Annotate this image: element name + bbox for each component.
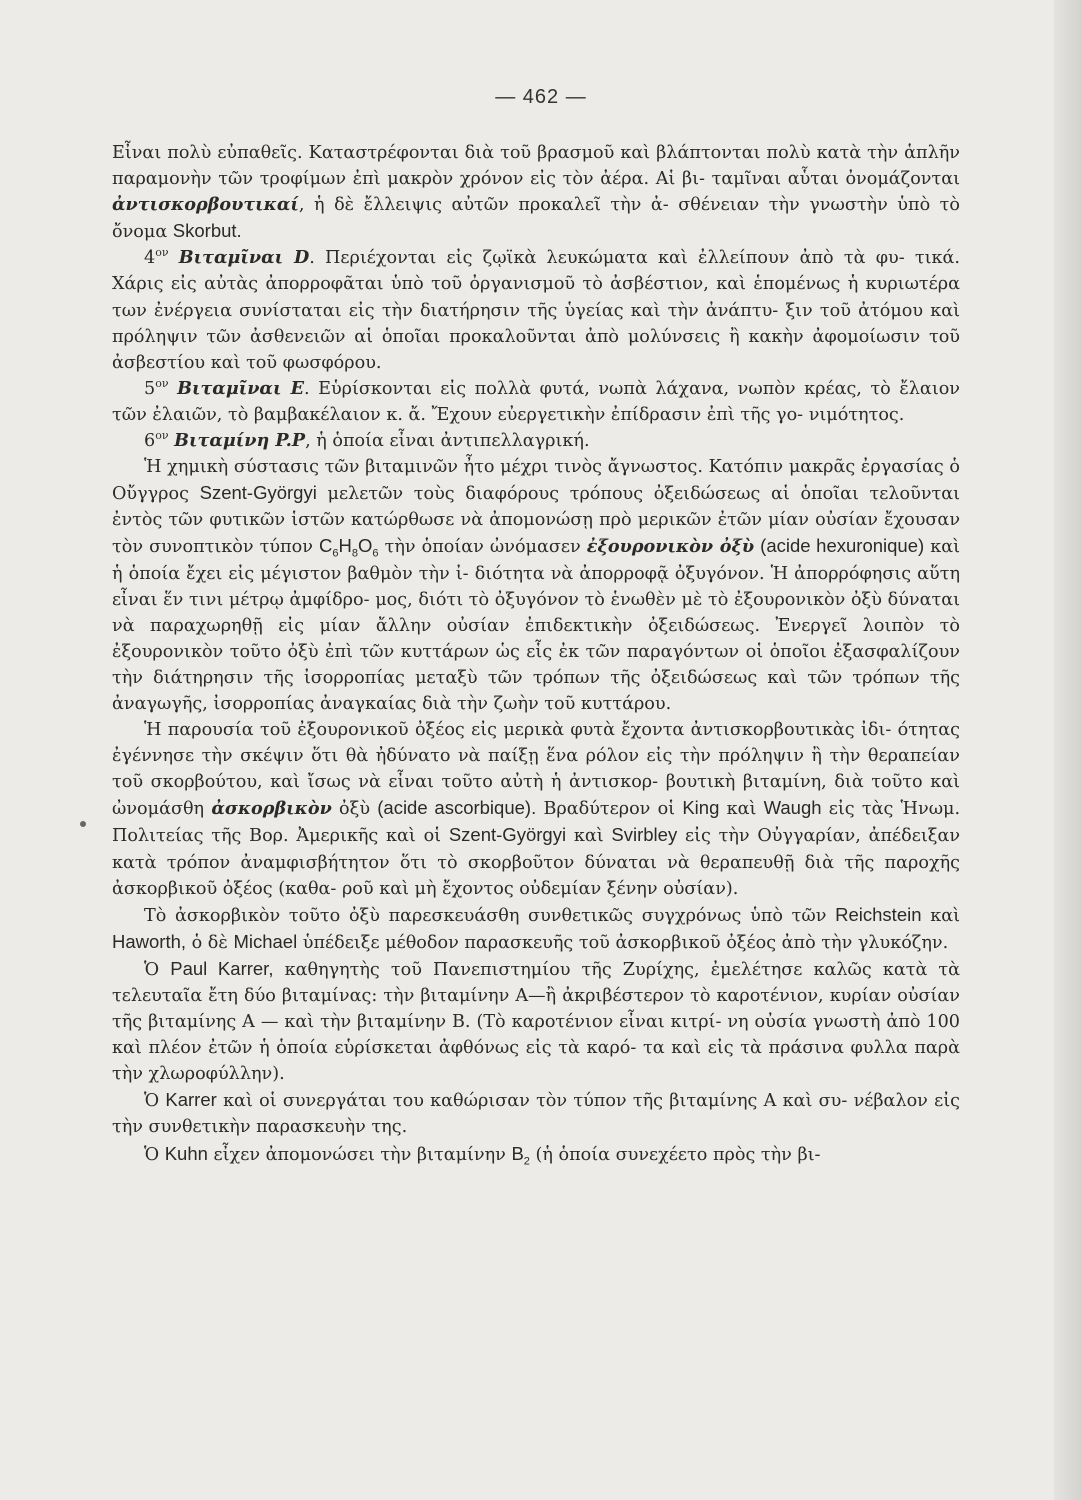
person-name: Waugh bbox=[763, 797, 822, 819]
text-line: , ἡ δὲ ἔλλειψις αὐτῶν προκαλεῖ τὴν ἀ- bbox=[298, 195, 669, 216]
person-name: Szent-Györgyi bbox=[199, 482, 317, 504]
list-number: 4 bbox=[144, 248, 156, 269]
text-line: εἰς τὴν Οὐγγαρίαν, ἀπέδειξαν κατὰ τρόπον ἀναμφισβήτητον bbox=[112, 826, 961, 873]
ordinal-suffix: ον bbox=[155, 246, 169, 260]
paragraph bbox=[112, 140, 960, 245]
text-line: . Περιέχονται εἰς ζῳϊκὰ λευκώματα καὶ ἐλλείπουν ἀπὸ τὰ φυ- bbox=[309, 248, 905, 269]
text-line: εἰς τὰς Ἡνωμ. Πολιτείας τῆς Βορ. Ἀμερικῆς καὶ οἱ bbox=[112, 799, 961, 847]
text-line: τικά. Χάρις εἰς αὐτὰς ἀπορροφᾶται ὑπὸ τοῦ ὀργανισμοῦ τὸ ἀσβέστιον, καὶ ἑπομένως bbox=[112, 248, 961, 295]
text-line: ἢ κακὴν ἀφομοίωσιν τοῦ ἀσβεστίου καὶ τοῦ φωσφόρου. bbox=[112, 326, 960, 373]
text-line: Ὁ bbox=[144, 959, 160, 980]
text-line: Τὸ ἀσκορβικὸν τοῦτο ὀξὺ παρεσκευάσθη συνθετικῶς συγχρόνως ὑπὸ τῶν bbox=[144, 905, 827, 926]
text-line: καὶ οἱ συνεργάται του καθώρισαν τὸν τύπον τῆς βιταμίνης Α καὶ συ- bbox=[223, 1091, 848, 1112]
text-line: νη οὐσία γνωστὴ ἀπὸ 100 καὶ πλέον ἐτῶν ἡ ὁποία εὑρίσκεται ἀφθόνως εἰς τὰ καρό- bbox=[112, 1012, 960, 1059]
text-line: νέβαλον εἰς τὴν συνθετικὴν παρασκευὴν της. bbox=[112, 1091, 961, 1138]
paragraph-vitamin-pp bbox=[112, 428, 960, 454]
text-line: νιμότητος. bbox=[808, 404, 905, 425]
text-line: καὶ ἡ ὁποία ἔχει εἰς μέγιστον βαθμὸν τὴν ἰ- bbox=[112, 537, 961, 584]
text-line: κατὰ τὰ τελευταῖα ἔτη δύο βιταμίνας: τὴν βιταμίνην Α—ἢ ἀκριβέστερον τὸ καροτένιον, bbox=[112, 959, 961, 1006]
text-line: Ἡ παρουσία τοῦ ἐξουρονικοῦ ὀξέος εἰς μερικὰ φυτὰ ἔχοντα ἀντισκορβουτικὰς ἰδι- bbox=[144, 720, 892, 741]
text-line: ἐργασίας ὁ Οὔγγρος bbox=[112, 457, 961, 505]
paragraph-synthesis bbox=[112, 902, 960, 956]
paragraph-kuhn bbox=[112, 1141, 960, 1168]
text-line: Βραδύτερον οἱ bbox=[543, 799, 676, 820]
person-name: Szent-Györgyi bbox=[448, 824, 567, 846]
list-number: 5 bbox=[144, 378, 156, 399]
person-name: Karrer bbox=[165, 1089, 217, 1111]
page-number: — 462 — bbox=[495, 86, 587, 108]
paragraph-karrer bbox=[112, 956, 960, 1087]
text-line: τὴν γλυκόζην. bbox=[821, 932, 949, 953]
text-line: Ὁ bbox=[144, 1144, 160, 1165]
text-line: Εἶναι πολὺ εὐπαθεῖς. Καταστρέφονται διὰ τοῦ βρασμοῦ καὶ βλάπτονται πολὺ bbox=[112, 143, 811, 163]
text-line: ξιν τοῦ ἀτόμου καὶ πρόληψιν τῶν ἀσθενειῶν αἱ ὁποῖαι προκαλοῦνται ἀπὸ μολύνσεις bbox=[112, 300, 960, 347]
person-name: King bbox=[682, 797, 720, 819]
vitamin-symbol: $B_2$ bbox=[511, 1142, 530, 1168]
text-line: ότητας ἐγέννησε τὴν σκέψιν ὅτι θὰ ἠδύνατο νὰ παίξῃ ἕνα ρόλον εἰς τὴν πρόληψιν ἢ bbox=[112, 720, 960, 767]
list-number: 6 bbox=[144, 431, 156, 452]
text-line: (ἡ ὁποία συνεχέετο πρὸς τὴν βι- bbox=[535, 1144, 821, 1165]
margin-mark bbox=[80, 821, 86, 827]
text-line: τα καὶ εἰς τὰ πράσινα φυλλα παρὰ τὴν χλωροφύλλην). bbox=[112, 1038, 961, 1085]
text-line: ὁ δὲ bbox=[191, 932, 228, 953]
text-line: μος, διότι τὸ ὀξυγόνον τὸ ἑνωθὲν μὲ τὸ ἐξουρονικὸν ὀξὺ δύναται νὰ παραχωρηθῇ εἰς bbox=[112, 589, 960, 636]
text-line: ἐτῶν μίαν οὐσίαν ἔχουσαν τὸν συνοπτικὸν τύπον bbox=[112, 510, 961, 558]
person-name: Kuhn bbox=[164, 1142, 208, 1164]
text-line: εἶχεν ἀπομονώσει τὴν βιταμίνην bbox=[213, 1144, 506, 1165]
text-line: μίαν ἄλλην οὐσίαν ἐπιδεκτικὴν ὀξειδώσεως. Ἐνεργεῖ λοιπὸν τὸ ἐξουρονικὸν τοῦτο ὀξὺ bbox=[112, 615, 960, 662]
text-line: καὶ bbox=[573, 826, 604, 847]
text-line: τὴν ὁποίαν ὠνόμασεν bbox=[384, 537, 581, 558]
text-line: Ἡ χημικὴ σύστασις τῶν βιταμινῶν ἦτο μέχρι τινὸς ἄγνωστος. Κατόπιν μακρᾶς bbox=[144, 457, 856, 478]
person-name: Svirbley bbox=[611, 824, 678, 846]
emphasis-term: ἀσκορβικὸν bbox=[211, 798, 332, 820]
paragraph-vitamin-e bbox=[112, 376, 960, 428]
text-line: μελετῶν τοὺς διαφόρους τρόπους ὀξειδώσεως αἱ bbox=[327, 484, 790, 505]
text-line: κυρίαν οὐσίαν τῆς βιταμίνης Α — καὶ τὴν βιταμίνην Β. (Τὸ καροτένιον εἶναι κιτρί- bbox=[112, 986, 961, 1033]
text-line: ροῦ καὶ μὴ ἔχοντος οὐδεμίαν ξένην οὐσίαν). bbox=[341, 878, 739, 899]
emphasis-term: ἐξουρονικὸν ὀξὺ bbox=[586, 536, 755, 558]
ordinal-suffix: ον bbox=[155, 376, 169, 390]
person-name: Paul Karrer, bbox=[170, 957, 274, 979]
paragraph-vitamin-d bbox=[112, 245, 960, 375]
person-name: Michael bbox=[233, 930, 298, 952]
text-line: , ἡ ὁποία εἶναι ἀντιπελλαγρική. bbox=[305, 431, 590, 452]
text-line: βουτικὴ βιταμίνη, διὰ τοῦτο καὶ ὠνομάσθη bbox=[112, 772, 960, 820]
latin-term: (acide ascorbique). bbox=[377, 797, 537, 819]
text-line: κατὰ τὴν ἁπλῆν παραμονὴν τῶν τροφίμων ἐπὶ μακρὸν χρόνον εἰς τὸν ἀέρα. Αἱ βι- bbox=[112, 143, 961, 190]
ordinal-suffix: ον bbox=[155, 429, 169, 443]
page-body bbox=[112, 140, 960, 1168]
paragraph-ascorbic bbox=[112, 717, 960, 902]
text-line: καὶ bbox=[726, 799, 757, 820]
page-edge bbox=[1054, 0, 1082, 1500]
vitamin-heading: Βιταμίνη P.P bbox=[174, 430, 306, 452]
latin-term: Skorbut. bbox=[172, 220, 242, 242]
paragraph-karrer-team bbox=[112, 1087, 960, 1140]
text-line: . Εὑρίσκονται εἰς πολλὰ φυτά, νωπὰ λάχανα, νωπὸν κρέας, τὸ bbox=[303, 378, 891, 399]
vitamin-heading: Βιταμῖναι Ε bbox=[177, 377, 304, 399]
vitamin-heading: Βιταμῖναι D bbox=[178, 247, 310, 269]
text-line: ὀξὺ bbox=[339, 799, 371, 820]
text-line: καθηγητὴς τοῦ Πανεπιστημίου τῆς Ζυρίχης, ἐμελέτησε καλῶς bbox=[284, 959, 872, 980]
text-line: σθένειαν τὴν γνωστὴν ὑπὸ τὸ ὄνομα bbox=[112, 195, 961, 243]
text-line: ταμῖναι αὗται ὀνομάζονται bbox=[711, 169, 960, 190]
text-line: τῆς ἰσορροπίας μεταξὺ τῶν τρόπων τῆς ὀξειδώσεως καὶ τῶν τρόπων τῆς ἀναγωγῆς, bbox=[112, 667, 961, 714]
text-line: ἔλαιον τῶν ἐλαιῶν, τὸ βαμβακέλαιον κ. ἄ. Ἔχουν εὐεργετικὴν ἐπίδρασιν ἐπὶ τῆς γο- bbox=[112, 378, 961, 425]
text-line: ὁποῖαι τελοῦνται ἐντὸς τῶν φυτικῶν ἱστῶν κατώρθωσε νὰ ἀπομονώσῃ πρὸ μερικῶν bbox=[112, 484, 961, 531]
text-line: ὑπέδειξε μέθοδον παρασκευῆς τοῦ ἀσκορβικοῦ ὀξέος ἀπὸ bbox=[302, 932, 816, 953]
text-line: καὶ bbox=[930, 905, 960, 926]
text-line: διότητα νὰ ἀπορροφᾷ ὀξυγόνον. Ἡ ἀπορρόφησις αὕτη εἶναι ἕν τινι μέτρῳ ἀμφίδρο- bbox=[112, 563, 960, 610]
text-line: τὴν θεραπείαν τοῦ σκορβούτου, καὶ ἴσως νὰ εἶναι τοῦτο αὐτὴ ἡ ἀντισκορ- bbox=[112, 746, 960, 793]
text-line: ἐπὶ τῶν κυττάρων ὡς εἷς ἐκ τῶν παραγόντων οἱ ὁποῖοι ἐξασφαλίζουν τὴν διάτηρησιν bbox=[112, 641, 960, 688]
emphasis-term: ἀντισκορβουτικαί bbox=[112, 194, 299, 216]
chemical-formula: $C_6H_8O_6$ bbox=[319, 535, 379, 561]
paragraph-chemistry bbox=[112, 454, 960, 717]
text-line: ὅτι τὸ σκορβοῦτον δύναται νὰ θεραπευθῇ διὰ τῆς παροχῆς ἀσκορβικοῦ ὀξέος (καθα- bbox=[112, 852, 960, 899]
latin-term: (acide hexuronique) bbox=[760, 535, 925, 557]
text-line: ἰσορροπίας ἀναγκαίας διὰ τὴν ζωὴν τοῦ κυττάρου. bbox=[213, 693, 672, 714]
person-name: Haworth, bbox=[112, 930, 187, 952]
text-line: Ὁ bbox=[144, 1091, 160, 1112]
text-line: ἡ κυριωτέρα των ἐνέργεια συνίσταται εἰς τὴν διατήρησιν τῆς ὑγείας καὶ τὴν ἀνάπτυ- bbox=[112, 274, 960, 321]
person-name: Reichstein bbox=[835, 903, 922, 925]
